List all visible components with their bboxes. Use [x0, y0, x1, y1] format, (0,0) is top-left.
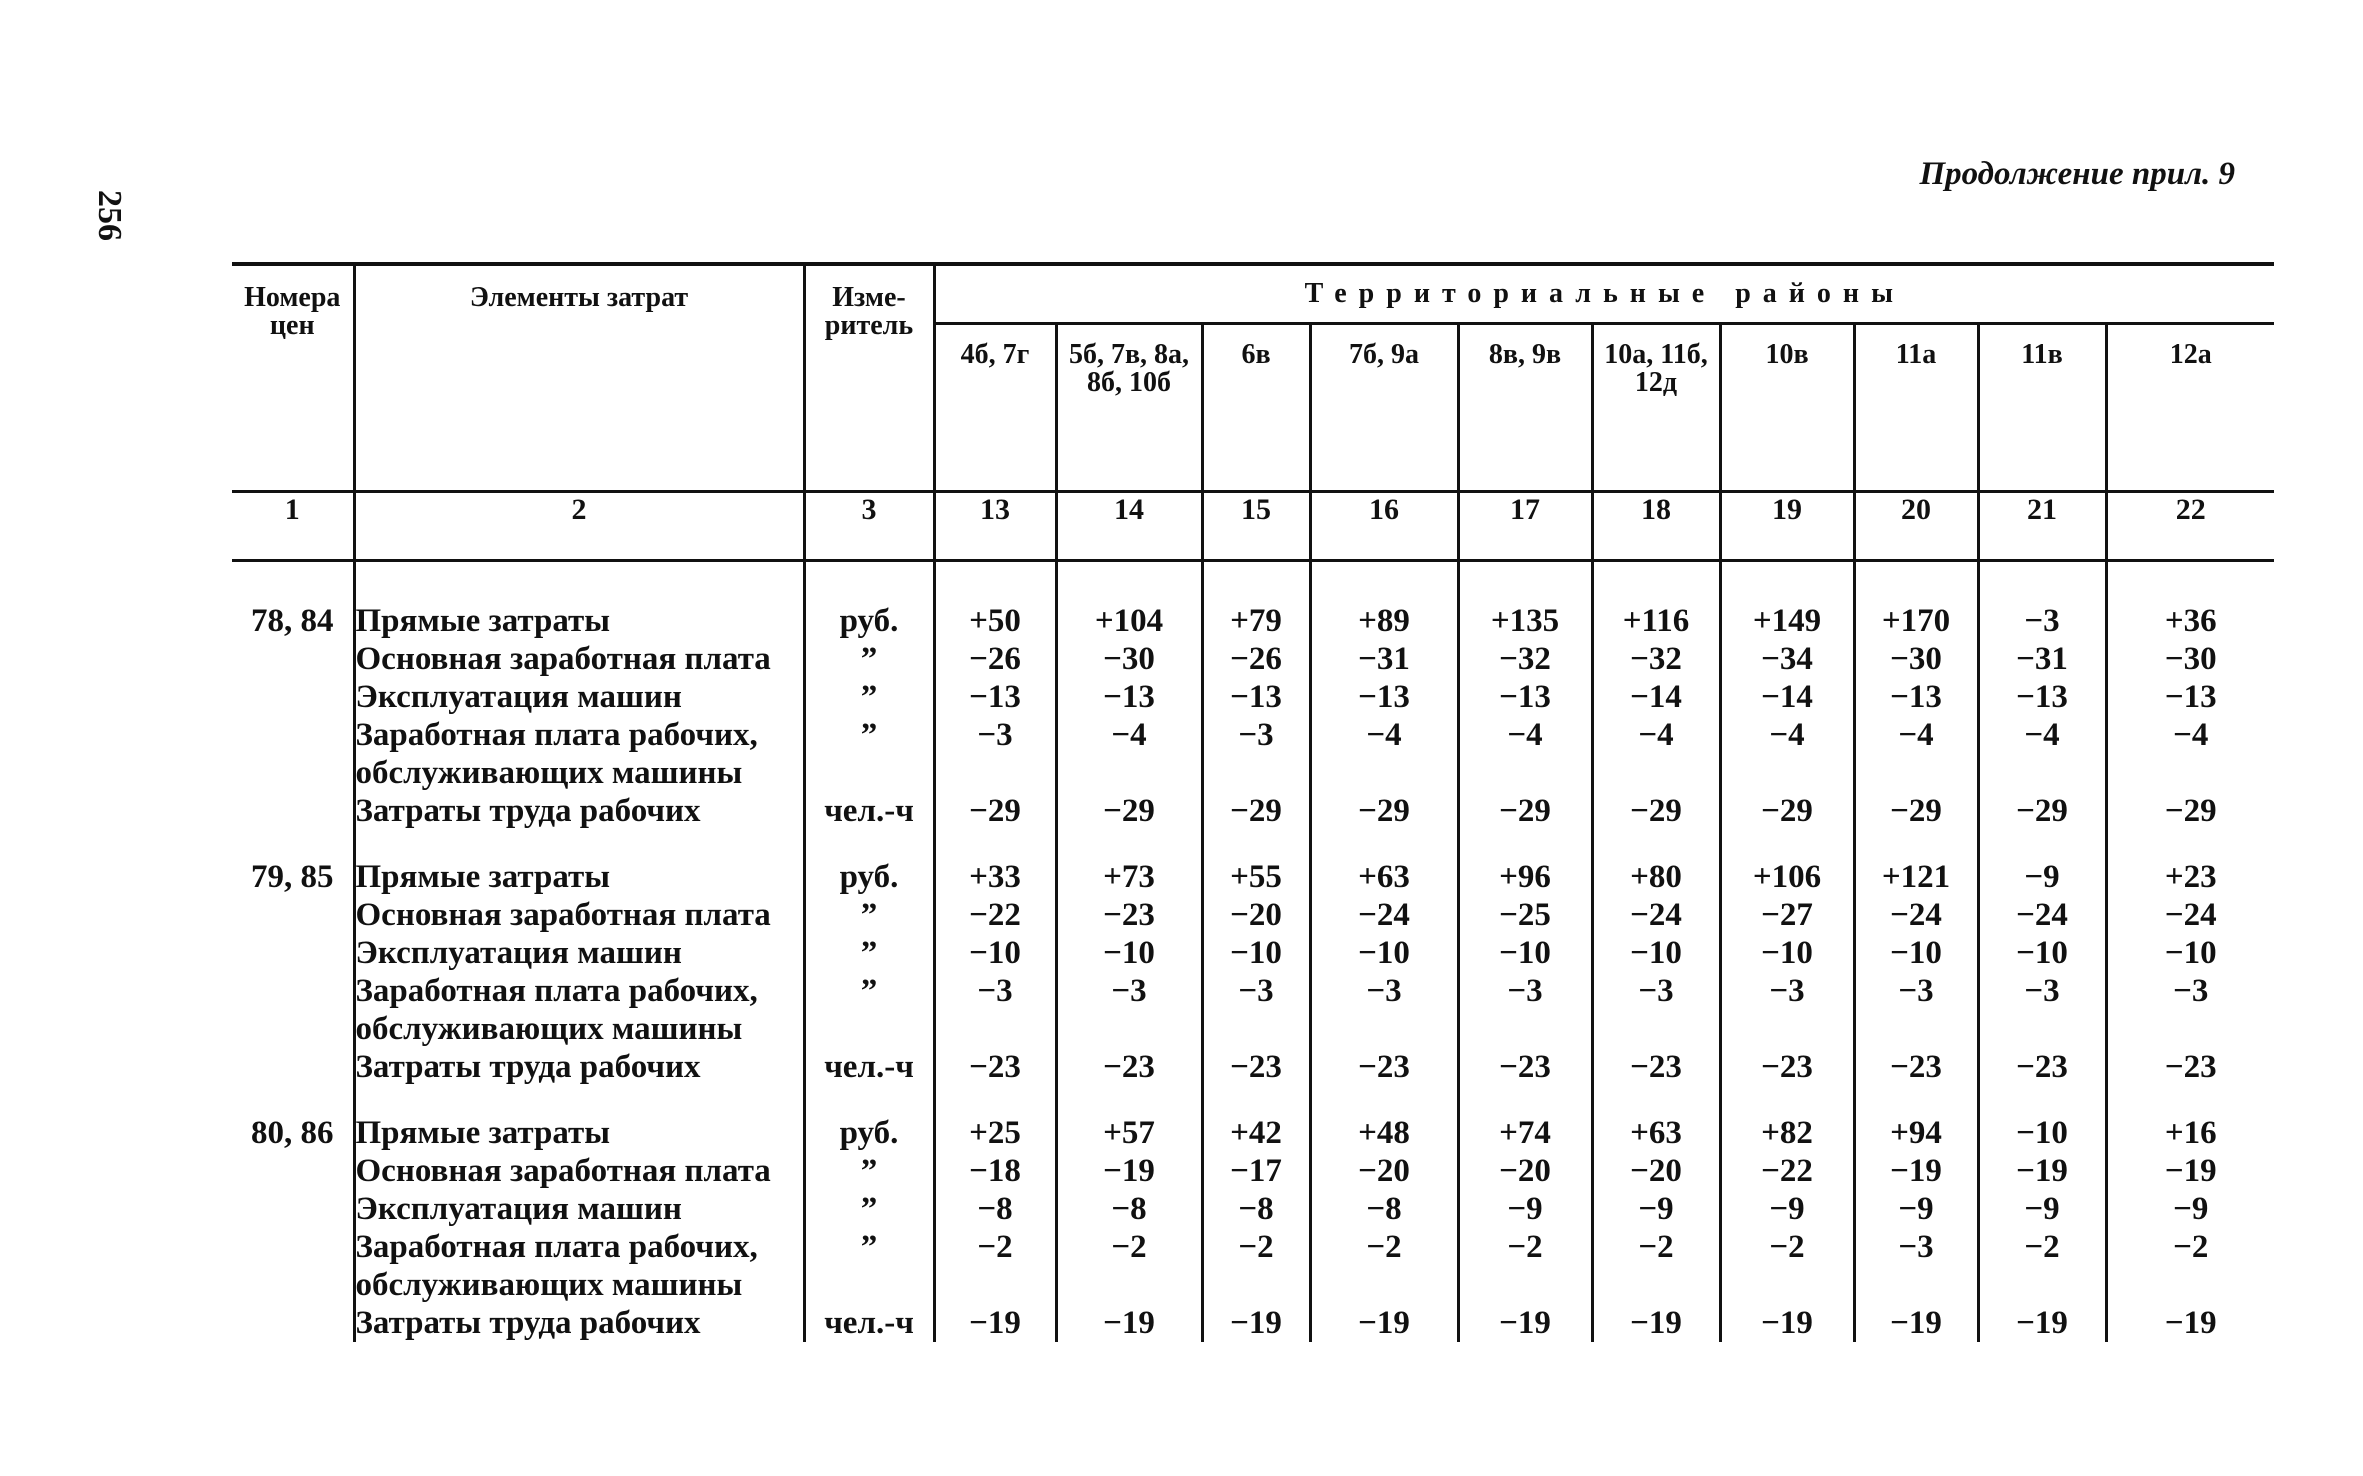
region-value: −31 [1978, 640, 2106, 678]
region-value: −23 [1310, 1048, 1458, 1086]
region-value: −23 [1592, 1048, 1720, 1086]
cost-element [354, 678, 804, 716]
region-value: +74 [1458, 1086, 1592, 1152]
price-numbers [232, 934, 354, 972]
unit: ” [804, 716, 934, 792]
price-numbers [232, 792, 354, 830]
region-value: −3 [934, 716, 1056, 792]
unit: ” [804, 1152, 934, 1190]
region-value: −2 [1720, 1228, 1854, 1304]
unit: ” [804, 896, 934, 934]
region-value: −19 [2106, 1152, 2274, 1190]
header-region-4: 7б, 9а [1310, 324, 1458, 492]
region-value: −31 [1310, 640, 1458, 678]
region-value: +63 [1310, 830, 1458, 896]
header-elements-col: Элементы затрат [354, 264, 804, 492]
unit: ” [804, 1228, 934, 1304]
price-numbers [232, 1190, 354, 1228]
unit: ” [804, 972, 934, 1048]
region-value: +50 [934, 561, 1056, 641]
table-row [232, 1086, 2274, 1152]
region-value: −19 [934, 1304, 1056, 1342]
page-number: 256 [91, 190, 128, 241]
price-numbers [232, 896, 354, 934]
region-value: −24 [1854, 896, 1978, 934]
region-value: −3 [1592, 972, 1720, 1048]
table-row [232, 678, 2274, 716]
cost-element [354, 972, 804, 1048]
region-value: −27 [1720, 896, 1854, 934]
region-value: −30 [2106, 640, 2274, 678]
unit: ” [804, 640, 934, 678]
region-value: −8 [1310, 1190, 1458, 1228]
region-value: −20 [1592, 1152, 1720, 1190]
region-value: −3 [1978, 972, 2106, 1048]
region-value: −3 [1854, 1228, 1978, 1304]
cost-element [354, 896, 804, 934]
table-row [232, 972, 2274, 1048]
price-numbers [232, 1228, 354, 1304]
region-value: −19 [1202, 1304, 1310, 1342]
header-regions-title: Территориальные районы [934, 264, 2274, 324]
table-row [232, 640, 2274, 678]
region-value: −4 [1592, 716, 1720, 792]
region-value: −10 [1202, 934, 1310, 972]
region-value: +82 [1720, 1086, 1854, 1152]
price-numbers [232, 972, 354, 1048]
region-value: −32 [1458, 640, 1592, 678]
region-value: −18 [934, 1152, 1056, 1190]
header-region-5: 8в, 9в [1458, 324, 1592, 492]
region-value: −23 [1458, 1048, 1592, 1086]
region-value: +57 [1056, 1086, 1202, 1152]
column-number-20: 20 [1854, 492, 1978, 561]
region-value: −10 [1592, 934, 1720, 972]
column-number-2: 2 [354, 492, 804, 561]
region-value: −3 [934, 972, 1056, 1048]
region-value: −9 [1458, 1190, 1592, 1228]
column-number-18: 18 [1592, 492, 1720, 561]
region-value: −10 [1056, 934, 1202, 972]
region-value: −19 [1056, 1152, 1202, 1190]
region-value: −13 [1854, 678, 1978, 716]
column-number-22: 22 [2106, 492, 2274, 561]
region-value: −8 [934, 1190, 1056, 1228]
cost-element [354, 830, 804, 896]
header-unit-col: Изме-ритель [804, 264, 934, 492]
region-value: +94 [1854, 1086, 1978, 1152]
region-value: −3 [1202, 716, 1310, 792]
region-value: −23 [2106, 1048, 2274, 1086]
region-value: −2 [1978, 1228, 2106, 1304]
cost-element-label: Прямые затраты [355, 859, 611, 895]
region-value: −26 [1202, 640, 1310, 678]
region-value: −34 [1720, 640, 1854, 678]
region-value: −23 [1978, 1048, 2106, 1086]
region-value: −9 [1978, 830, 2106, 896]
region-value: +73 [1056, 830, 1202, 896]
region-value: +79 [1202, 561, 1310, 641]
region-value: −3 [1202, 972, 1310, 1048]
column-number-13: 13 [934, 492, 1056, 561]
cost-element-label: Эксплуатация машин [355, 935, 682, 971]
unit: чел.-ч [804, 1304, 934, 1342]
region-value: +104 [1056, 561, 1202, 641]
region-value: −14 [1720, 678, 1854, 716]
region-value: −10 [1854, 934, 1978, 972]
cost-element-label: Затраты труда рабочих [355, 793, 701, 829]
region-value: −19 [1310, 1304, 1458, 1342]
region-value: +63 [1592, 1086, 1720, 1152]
column-number-21: 21 [1978, 492, 2106, 561]
unit: руб. [804, 561, 934, 641]
region-value: −2 [1310, 1228, 1458, 1304]
cost-element [354, 640, 804, 678]
region-value: −19 [1458, 1304, 1592, 1342]
price-numbers [232, 716, 354, 792]
cost-element-label: Прямые затраты [355, 1115, 611, 1151]
region-value: −19 [1592, 1304, 1720, 1342]
unit: ” [804, 1190, 934, 1228]
region-value: −19 [1978, 1304, 2106, 1342]
region-value: −10 [1720, 934, 1854, 972]
column-number-14: 14 [1056, 492, 1202, 561]
region-value: +33 [934, 830, 1056, 896]
region-value: −4 [1978, 716, 2106, 792]
header-region-9: 11в [1978, 324, 2106, 492]
region-value: −10 [934, 934, 1056, 972]
region-value: −29 [2106, 792, 2274, 830]
region-value: −26 [934, 640, 1056, 678]
region-value: −10 [1978, 934, 2106, 972]
region-value: −9 [2106, 1190, 2274, 1228]
region-value: −8 [1202, 1190, 1310, 1228]
table-row [232, 1152, 2274, 1190]
region-value: −13 [1056, 678, 1202, 716]
region-value: −4 [1056, 716, 1202, 792]
region-value: −29 [934, 792, 1056, 830]
price-numbers: 80, 86 [251, 1115, 334, 1151]
column-number-3: 3 [804, 492, 934, 561]
cost-element [354, 561, 804, 641]
region-value: −17 [1202, 1152, 1310, 1190]
cost-element [354, 792, 804, 830]
region-value: −23 [934, 1048, 1056, 1086]
table-row [232, 896, 2274, 934]
region-value: −19 [1056, 1304, 1202, 1342]
region-value: −8 [1056, 1190, 1202, 1228]
region-value: −29 [1720, 792, 1854, 830]
header-region-8: 11а [1854, 324, 1978, 492]
column-number-15: 15 [1202, 492, 1310, 561]
region-value: −23 [1056, 1048, 1202, 1086]
region-value: −24 [2106, 896, 2274, 934]
unit: ” [804, 678, 934, 716]
region-value: −3 [1854, 972, 1978, 1048]
region-value: −24 [1978, 896, 2106, 934]
region-value: +121 [1854, 830, 1978, 896]
region-value: −23 [1854, 1048, 1978, 1086]
region-value: −29 [1854, 792, 1978, 830]
region-value: −10 [2106, 934, 2274, 972]
region-value: −3 [1720, 972, 1854, 1048]
cost-element-label: Затраты труда рабочих [355, 1305, 701, 1341]
unit: руб. [804, 830, 934, 896]
cost-element [354, 1304, 804, 1342]
cost-element-label: Заработная плата рабочих, [355, 1229, 758, 1265]
region-value: −19 [1854, 1152, 1978, 1190]
region-value: −3 [2106, 972, 2274, 1048]
region-value: −4 [1310, 716, 1458, 792]
region-value: −20 [1202, 896, 1310, 934]
table-row [232, 792, 2274, 830]
cost-element-label: Эксплуатация машин [355, 1191, 682, 1227]
region-value: −2 [1056, 1228, 1202, 1304]
region-value: +116 [1592, 561, 1720, 641]
region-value: −3 [1310, 972, 1458, 1048]
cost-element [354, 1086, 804, 1152]
region-value: −29 [1310, 792, 1458, 830]
region-value: −20 [1458, 1152, 1592, 1190]
cost-element-label-cont: обслуживающих машины [355, 1011, 743, 1047]
price-numbers [232, 678, 354, 716]
table-row [232, 934, 2274, 972]
region-value: −2 [2106, 1228, 2274, 1304]
region-value: +170 [1854, 561, 1978, 641]
cost-element-label: Затраты труда рабочих [355, 1049, 701, 1085]
cost-element-label: Основная заработная плата [355, 897, 771, 933]
cost-element-label: Основная заработная плата [355, 641, 771, 677]
header-region-3: 6в [1202, 324, 1310, 492]
region-value: −24 [1310, 896, 1458, 934]
cost-element-label: Эксплуатация машин [355, 679, 682, 715]
region-value: −23 [1056, 896, 1202, 934]
price-numbers: 78, 84 [251, 603, 334, 639]
region-value: −29 [1978, 792, 2106, 830]
cost-element [354, 1152, 804, 1190]
page-caption: Продолжение прил. 9 [1919, 156, 2235, 192]
region-value: −22 [934, 896, 1056, 934]
region-value: −23 [1202, 1048, 1310, 1086]
region-value: +23 [2106, 830, 2274, 896]
region-value: +16 [2106, 1086, 2274, 1152]
column-number-19: 19 [1720, 492, 1854, 561]
price-numbers [232, 1048, 354, 1086]
region-value: −14 [1592, 678, 1720, 716]
region-value: −25 [1458, 896, 1592, 934]
cost-element-label: Прямые затраты [355, 603, 611, 639]
region-value: +149 [1720, 561, 1854, 641]
region-value: −30 [1854, 640, 1978, 678]
region-value: −24 [1592, 896, 1720, 934]
cost-element-label: Основная заработная плата [355, 1153, 771, 1189]
region-value: −13 [934, 678, 1056, 716]
region-value: +25 [934, 1086, 1056, 1152]
region-value: +36 [2106, 561, 2274, 641]
table-row [232, 561, 2274, 641]
table-row [232, 1190, 2274, 1228]
region-value: −30 [1056, 640, 1202, 678]
region-value: −9 [1854, 1190, 1978, 1228]
region-value: +55 [1202, 830, 1310, 896]
column-number-16: 16 [1310, 492, 1458, 561]
table-row [232, 1228, 2274, 1304]
price-numbers: 79, 85 [251, 859, 334, 895]
price-numbers [232, 1152, 354, 1190]
region-value: −2 [1458, 1228, 1592, 1304]
region-value: −9 [1978, 1190, 2106, 1228]
header-region-2: 5б, 7в, 8а, 8б, 10б [1056, 324, 1202, 492]
price-numbers [232, 1304, 354, 1342]
region-value: −9 [1592, 1190, 1720, 1228]
region-value: −4 [1854, 716, 1978, 792]
region-value: +80 [1592, 830, 1720, 896]
region-value: −10 [1458, 934, 1592, 972]
table-row [232, 830, 2274, 896]
cost-element [354, 934, 804, 972]
region-value: −13 [2106, 678, 2274, 716]
region-value: −3 [1978, 561, 2106, 641]
region-value: −13 [1458, 678, 1592, 716]
header-region-6: 10а, 11б, 12д [1592, 324, 1720, 492]
region-value: +106 [1720, 830, 1854, 896]
region-value: −32 [1592, 640, 1720, 678]
region-value: −9 [1720, 1190, 1854, 1228]
region-value: −3 [1056, 972, 1202, 1048]
cost-element-label-cont: обслуживающих машины [355, 1267, 743, 1303]
region-value: −2 [1592, 1228, 1720, 1304]
region-value: +96 [1458, 830, 1592, 896]
region-value: −10 [1978, 1086, 2106, 1152]
region-value: +89 [1310, 561, 1458, 641]
region-value: +42 [1202, 1086, 1310, 1152]
region-value: −4 [1458, 716, 1592, 792]
region-value: −20 [1310, 1152, 1458, 1190]
region-value: −13 [1310, 678, 1458, 716]
region-value: −19 [2106, 1304, 2274, 1342]
region-value: −29 [1056, 792, 1202, 830]
cost-table [232, 262, 2274, 1342]
unit: руб. [804, 1086, 934, 1152]
cost-element-label: Заработная плата рабочих, [355, 717, 758, 753]
region-value: −29 [1202, 792, 1310, 830]
header-region-7: 10в [1720, 324, 1854, 492]
header-region-1: 4б, 7г [934, 324, 1056, 492]
region-value: −22 [1720, 1152, 1854, 1190]
region-value: −2 [1202, 1228, 1310, 1304]
region-value: −19 [1978, 1152, 2106, 1190]
region-value: +48 [1310, 1086, 1458, 1152]
cost-element-label-cont: обслуживающих машины [355, 755, 743, 791]
cost-element [354, 1190, 804, 1228]
region-value: −4 [1720, 716, 1854, 792]
cost-element [354, 1228, 804, 1304]
table-row [232, 1304, 2274, 1342]
region-value: −29 [1592, 792, 1720, 830]
header-number-col: Номера цен [232, 264, 354, 492]
cost-element-label: Заработная плата рабочих, [355, 973, 758, 1009]
region-value: −13 [1978, 678, 2106, 716]
column-number-17: 17 [1458, 492, 1592, 561]
unit: чел.-ч [804, 792, 934, 830]
region-value: −3 [1458, 972, 1592, 1048]
table-row [232, 1048, 2274, 1086]
price-numbers [232, 640, 354, 678]
region-value: −23 [1720, 1048, 1854, 1086]
region-value: −2 [934, 1228, 1056, 1304]
region-value: −13 [1202, 678, 1310, 716]
table-row [232, 716, 2274, 792]
region-value: −29 [1458, 792, 1592, 830]
cost-element [354, 716, 804, 792]
header-region-10: 12а [2106, 324, 2274, 492]
region-value: −4 [2106, 716, 2274, 792]
region-value: +135 [1458, 561, 1592, 641]
unit: чел.-ч [804, 1048, 934, 1086]
column-number-1: 1 [232, 492, 354, 561]
region-value: −19 [1720, 1304, 1854, 1342]
unit: ” [804, 934, 934, 972]
region-value: −10 [1310, 934, 1458, 972]
cost-element [354, 1048, 804, 1086]
region-value: −19 [1854, 1304, 1978, 1342]
